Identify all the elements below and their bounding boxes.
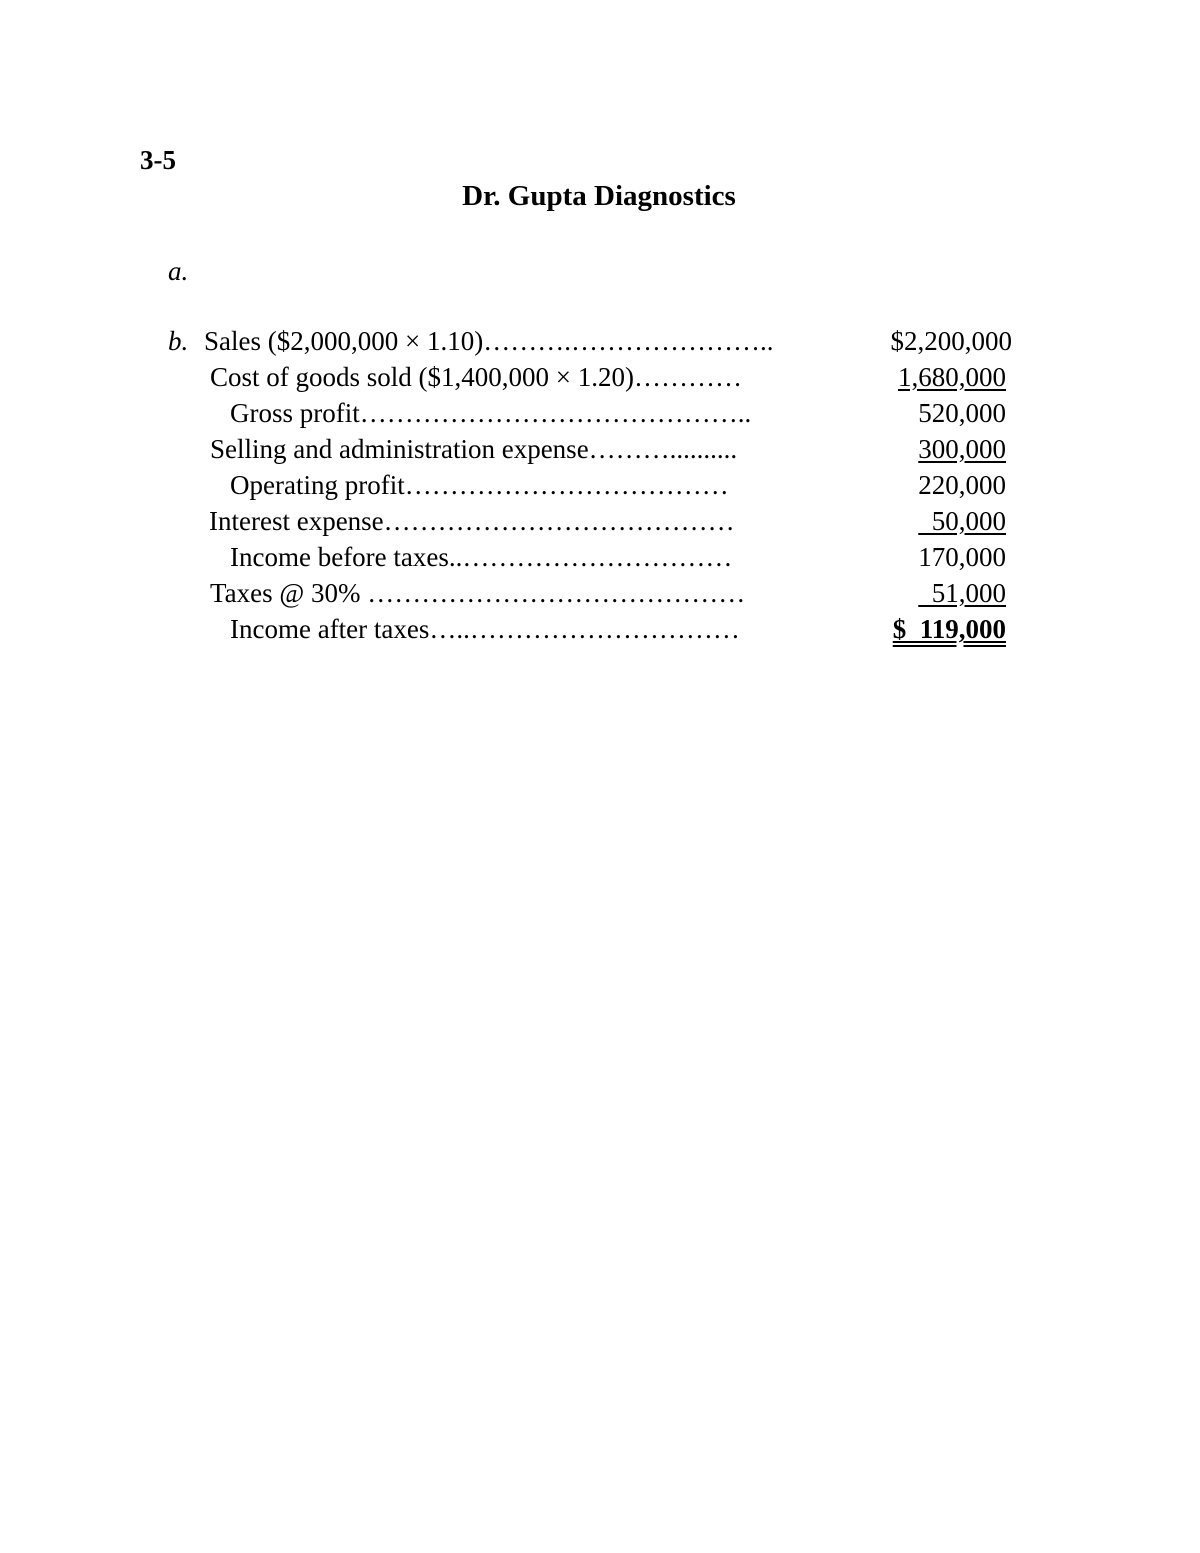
document-title <box>0 178 1200 214</box>
row-amount: 300,000 <box>918 434 1006 464</box>
part-a-label: a. <box>168 256 189 286</box>
statement-row-operating-profit <box>0 468 1006 502</box>
document-title-text: Dr. Gupta Diagnostics <box>462 180 736 212</box>
row-amount: $2,200,000 <box>890 326 1012 356</box>
row-amount: $ 119,000 <box>892 614 1006 644</box>
part-b-label: b. <box>168 326 189 356</box>
row-amount: 170,000 <box>918 542 1006 572</box>
statement-row-gross-profit <box>0 396 1006 430</box>
row-label: Income before taxes..………………………… <box>230 542 733 572</box>
statement-row-taxes <box>0 576 1006 610</box>
row-amount: 520,000 <box>918 398 1006 428</box>
problem-number: 3-5 <box>140 145 176 175</box>
statement-row-selling-admin <box>0 432 1006 466</box>
row-label: Sales ($2,000,000 × 1.10)……….………………….. <box>204 326 774 356</box>
row-label: Cost of goods sold ($1,400,000 × 1.20)………… <box>210 362 742 392</box>
statement-row-interest-expense <box>0 504 1006 538</box>
row-label: Income after taxes…..………………………… <box>230 614 740 644</box>
statement-row-income-before-taxes <box>0 540 1006 574</box>
row-label: Operating profit……………………………… <box>230 470 729 500</box>
row-label: Selling and administration expense……….......... <box>210 434 738 464</box>
row-amount: 220,000 <box>918 470 1006 500</box>
row-amount: 50,000 <box>918 506 1006 536</box>
row-label: Taxes @ 30% …………………………………… <box>210 578 746 608</box>
row-label: Interest expense………………………………… <box>209 506 735 536</box>
statement-row-sales <box>0 324 1012 358</box>
statement-row-cogs <box>0 360 1006 394</box>
statement-row-income-after-taxes <box>0 612 1006 646</box>
row-amount: 51,000 <box>918 578 1006 608</box>
row-amount: 1,680,000 <box>898 362 1006 392</box>
row-label: Gross profit…………………………………….. <box>230 398 752 428</box>
